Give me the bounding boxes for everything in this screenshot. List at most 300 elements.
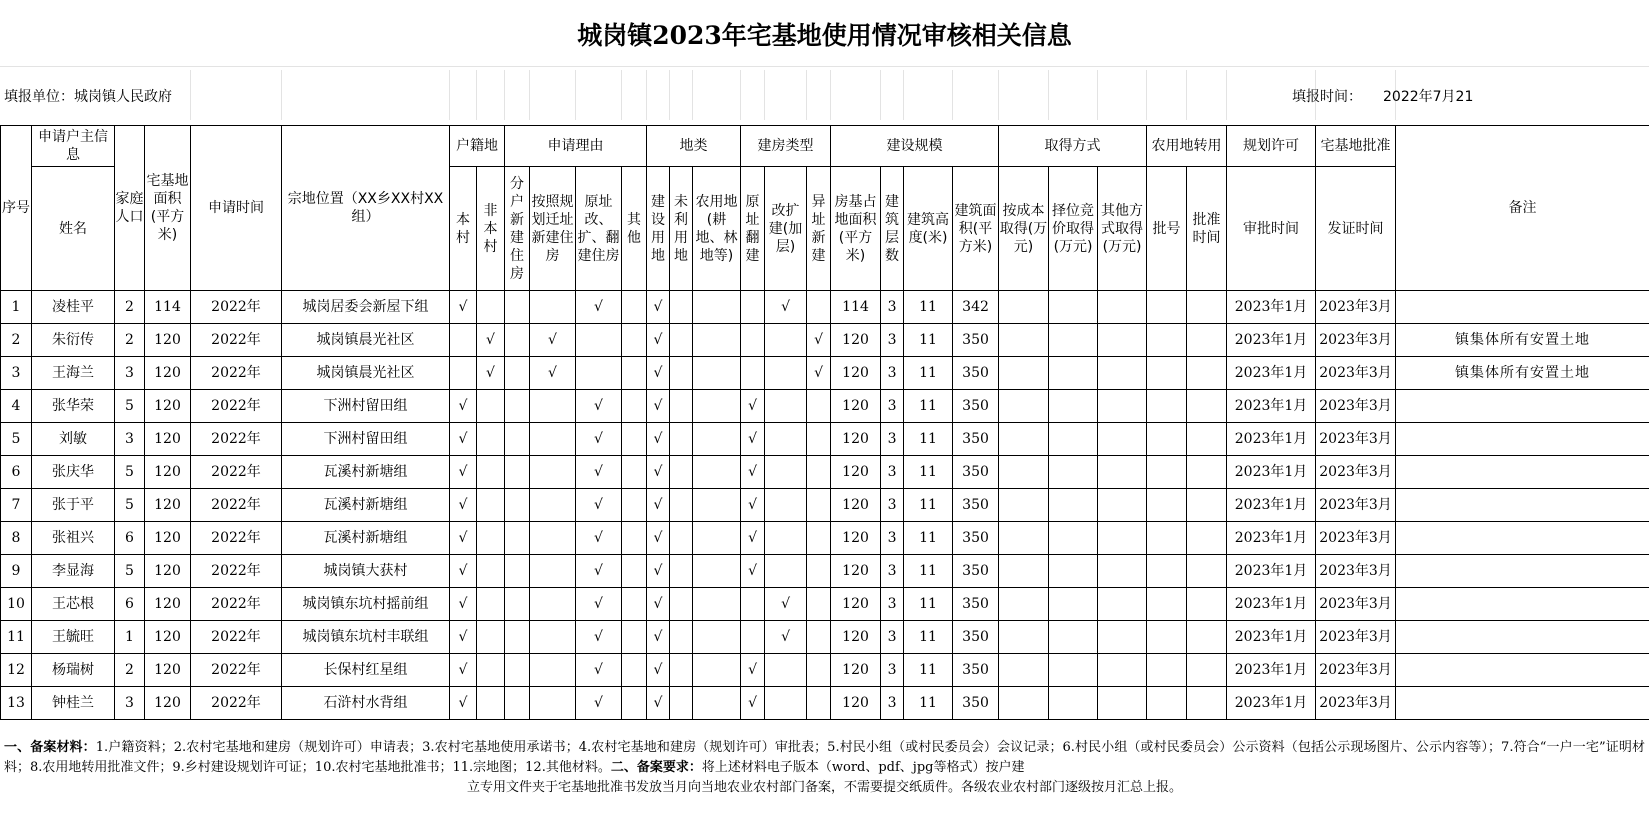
cell-cs: 3 (881, 390, 904, 423)
cell-bz (1396, 621, 1649, 654)
cell-pt (1187, 522, 1227, 555)
cell-qian (530, 654, 576, 687)
cell-no: 4 (1, 390, 32, 423)
cell-fj: 120 (831, 621, 881, 654)
cell-ph (1147, 654, 1187, 687)
cell-fan (741, 621, 765, 654)
header-zhuanyong: 农用地转用 (1147, 126, 1227, 167)
cell-fj: 120 (831, 588, 881, 621)
cell-yuan: √ (576, 456, 622, 489)
cell-qt (1098, 324, 1147, 357)
cell-ben: √ (450, 621, 477, 654)
cell-fan: √ (741, 423, 765, 456)
cell-zj (1049, 654, 1098, 687)
cell-ny (693, 489, 741, 522)
gridline (190, 70, 191, 120)
cell-qita (622, 390, 647, 423)
cell-bz (1396, 489, 1649, 522)
cell-fan (741, 324, 765, 357)
header-chengben: 按成本取得(万元) (999, 167, 1049, 291)
cell-area: 120 (145, 423, 191, 456)
cell-loc: 瓦溪村新塘组 (282, 456, 450, 489)
gridline (646, 70, 647, 120)
cell-cb (999, 489, 1049, 522)
cell-qian (530, 588, 576, 621)
cell-yuan: √ (576, 522, 622, 555)
cell-mj: 350 (953, 357, 999, 390)
table-row (1, 687, 1649, 720)
gridline (1146, 70, 1147, 120)
cell-fz: 2023年3月 (1316, 621, 1396, 654)
cell-qita (622, 654, 647, 687)
gridline (504, 70, 505, 120)
cell-fei (477, 291, 505, 324)
cell-cb (999, 687, 1049, 720)
cell-fz: 2023年3月 (1316, 555, 1396, 588)
cell-qian (530, 456, 576, 489)
cell-ny (693, 291, 741, 324)
gridline (449, 70, 450, 120)
cell-zj (1049, 555, 1098, 588)
cell-yuan: √ (576, 423, 622, 456)
header-jianfang: 建房类型 (741, 126, 831, 167)
cell-wl (670, 390, 693, 423)
cell-qita (622, 522, 647, 555)
cell-cs: 3 (881, 588, 904, 621)
cell-name: 张于平 (32, 489, 115, 522)
cell-bz (1396, 687, 1649, 720)
cell-js: √ (647, 357, 670, 390)
cell-pt (1187, 555, 1227, 588)
cell-gai: √ (765, 621, 807, 654)
cell-family: 2 (115, 324, 145, 357)
cell-qita (622, 555, 647, 588)
cell-qita (622, 324, 647, 357)
cell-gai (765, 522, 807, 555)
cell-fj: 120 (831, 489, 881, 522)
cell-pt (1187, 390, 1227, 423)
cell-loc: 城岗居委会新屋下组 (282, 291, 450, 324)
cell-ben: √ (450, 588, 477, 621)
cell-time: 2022年 (191, 390, 282, 423)
cell-cb (999, 357, 1049, 390)
page-title: 城岗镇2023年宅基地使用情况审核相关信息 (577, 21, 1072, 50)
cell-gd: 11 (904, 390, 953, 423)
cell-no: 9 (1, 555, 32, 588)
cell-loc: 城岗镇晨光社区 (282, 324, 450, 357)
cell-time: 2022年 (191, 489, 282, 522)
cell-gd: 11 (904, 588, 953, 621)
cell-ben (450, 357, 477, 390)
header-reason: 申请理由 (505, 126, 647, 167)
cell-bz (1396, 555, 1649, 588)
cell-fj: 120 (831, 522, 881, 555)
cell-zj (1049, 621, 1098, 654)
cell-wl (670, 324, 693, 357)
cell-fenhu (505, 390, 530, 423)
header-apply-time: 申请时间 (191, 126, 282, 291)
cell-name: 刘敏 (32, 423, 115, 456)
cell-bz: 镇集体所有安置土地 (1396, 357, 1649, 390)
cell-cb (999, 324, 1049, 357)
cell-sp: 2023年1月 (1227, 423, 1316, 456)
reporting-unit: 填报单位：城岗镇人民政府 (4, 89, 172, 105)
cell-time: 2022年 (191, 654, 282, 687)
cell-yi (807, 522, 831, 555)
cell-cs: 3 (881, 522, 904, 555)
cell-js: √ (647, 324, 670, 357)
cell-gd: 11 (904, 324, 953, 357)
cell-cb (999, 456, 1049, 489)
cell-bz (1396, 423, 1649, 456)
cell-qian (530, 489, 576, 522)
cell-ny (693, 324, 741, 357)
cell-js: √ (647, 588, 670, 621)
cell-ny (693, 555, 741, 588)
cell-mj: 350 (953, 456, 999, 489)
cell-area: 120 (145, 489, 191, 522)
cell-pt (1187, 654, 1227, 687)
gridline (692, 70, 693, 120)
table-row (1, 324, 1649, 357)
cell-cb (999, 654, 1049, 687)
cell-gai (765, 357, 807, 390)
cell-js: √ (647, 654, 670, 687)
cell-yi (807, 687, 831, 720)
cell-qian: √ (530, 357, 576, 390)
cell-zj (1049, 687, 1098, 720)
gridline (1097, 70, 1098, 120)
cell-yi (807, 489, 831, 522)
cell-cb (999, 522, 1049, 555)
cell-area: 120 (145, 588, 191, 621)
header-pizhun-time: 批准时间 (1187, 167, 1227, 291)
cell-area: 120 (145, 456, 191, 489)
cell-loc: 城岗镇大获村 (282, 555, 450, 588)
note-label-requirements: 二、备案要求： (610, 760, 702, 775)
header-fei-ben-cun: 非本村 (477, 167, 505, 291)
cell-wl (670, 654, 693, 687)
cell-wl (670, 687, 693, 720)
cell-ben: √ (450, 291, 477, 324)
cell-mj: 350 (953, 423, 999, 456)
cell-fei: √ (477, 324, 505, 357)
cell-zj (1049, 489, 1098, 522)
cell-bz (1396, 588, 1649, 621)
header-qita: 其他 (622, 167, 647, 291)
cell-fenhu (505, 456, 530, 489)
cell-ben: √ (450, 522, 477, 555)
cell-wl (670, 555, 693, 588)
cell-fenhu (505, 423, 530, 456)
cell-yuan: √ (576, 687, 622, 720)
note-label-materials: 一、备案材料： (4, 740, 96, 755)
cell-fan (741, 357, 765, 390)
cell-ph (1147, 621, 1187, 654)
cell-yuan: √ (576, 291, 622, 324)
cell-loc: 城岗镇东坑村摇前组 (282, 588, 450, 621)
cell-ben: √ (450, 555, 477, 588)
cell-fenhu (505, 621, 530, 654)
cell-bz (1396, 390, 1649, 423)
header-family: 家庭人口 (115, 126, 145, 291)
cell-qt (1098, 390, 1147, 423)
cell-qt (1098, 456, 1147, 489)
cell-ph (1147, 588, 1187, 621)
cell-ph (1147, 687, 1187, 720)
cell-sp: 2023年1月 (1227, 390, 1316, 423)
cell-cs: 3 (881, 423, 904, 456)
cell-zj (1049, 456, 1098, 489)
cell-wl (670, 357, 693, 390)
cell-yi (807, 654, 831, 687)
cell-gd: 11 (904, 555, 953, 588)
cell-name: 王芯根 (32, 588, 115, 621)
cell-zj (1049, 390, 1098, 423)
cell-ph (1147, 390, 1187, 423)
cell-time: 2022年 (191, 357, 282, 390)
cell-gai (765, 687, 807, 720)
table-row (1, 390, 1649, 423)
cell-qian (530, 555, 576, 588)
cell-fz: 2023年3月 (1316, 522, 1396, 555)
cell-cb (999, 621, 1049, 654)
cell-cb (999, 423, 1049, 456)
cell-fan: √ (741, 555, 765, 588)
cell-time: 2022年 (191, 555, 282, 588)
cell-ph (1147, 291, 1187, 324)
cell-fei (477, 654, 505, 687)
report-time-label: 填报时间： (1292, 89, 1362, 105)
cell-fei (477, 588, 505, 621)
cell-time: 2022年 (191, 423, 282, 456)
header-weiliyong: 未利用地 (670, 167, 693, 291)
header-nongyong: 农用地(耕地、林地等) (693, 167, 741, 291)
cell-qita (622, 687, 647, 720)
cell-cs: 3 (881, 489, 904, 522)
cell-fenhu (505, 291, 530, 324)
cell-no: 8 (1, 522, 32, 555)
gridline (1186, 70, 1187, 120)
table-row (1, 357, 1649, 390)
cell-yi (807, 456, 831, 489)
cell-bz: 镇集体所有安置土地 (1396, 324, 1649, 357)
cell-js: √ (647, 687, 670, 720)
header-yuanzhi: 原址改、扩、翻建住房 (576, 167, 622, 291)
cell-qt (1098, 555, 1147, 588)
gridline (1226, 70, 1227, 120)
cell-fz: 2023年3月 (1316, 687, 1396, 720)
header-mianji: 建筑面积(平方米) (953, 167, 999, 291)
cell-yi: √ (807, 324, 831, 357)
cell-name: 李显海 (32, 555, 115, 588)
header-location: 宗地位置（XX乡XX村XX组） (282, 126, 450, 291)
cell-family: 3 (115, 423, 145, 456)
cell-fj: 120 (831, 654, 881, 687)
cell-cs: 3 (881, 555, 904, 588)
cell-qt (1098, 489, 1147, 522)
cell-bz (1396, 522, 1649, 555)
cell-qt (1098, 654, 1147, 687)
cell-gai (765, 654, 807, 687)
header-yizhi: 异址新建 (807, 167, 831, 291)
cell-qian (530, 621, 576, 654)
cell-cs: 3 (881, 291, 904, 324)
cell-ph (1147, 423, 1187, 456)
cell-qt (1098, 423, 1147, 456)
cell-no: 12 (1, 654, 32, 687)
cell-loc: 石浒村水背组 (282, 687, 450, 720)
cell-fj: 120 (831, 456, 881, 489)
gridline (806, 70, 807, 120)
cell-gd: 11 (904, 291, 953, 324)
header-pihao: 批号 (1147, 167, 1187, 291)
cell-mj: 350 (953, 588, 999, 621)
header-shenpi-time: 审批时间 (1227, 167, 1316, 291)
cell-qt (1098, 357, 1147, 390)
cell-wl (670, 588, 693, 621)
cell-name: 杨瑞树 (32, 654, 115, 687)
note-requirements: 将上述材料电子版本（word、pdf、jpg等格式）按户建 (701, 760, 1025, 775)
cell-ben (450, 324, 477, 357)
header-fenhu: 分户新建住房 (505, 167, 530, 291)
cell-gai: √ (765, 291, 807, 324)
cell-area: 120 (145, 654, 191, 687)
cell-bz (1396, 291, 1649, 324)
cell-fz: 2023年3月 (1316, 357, 1396, 390)
header-qitafang: 其他方式取得(万元) (1098, 167, 1147, 291)
cell-pt (1187, 588, 1227, 621)
cell-fan: √ (741, 390, 765, 423)
header-beizhu: 备注 (1396, 126, 1649, 291)
gridline (903, 70, 904, 120)
table-row (1, 423, 1649, 456)
cell-qt (1098, 687, 1147, 720)
gridline (1048, 70, 1049, 120)
cell-loc: 瓦溪村新塘组 (282, 522, 450, 555)
cell-fz: 2023年3月 (1316, 390, 1396, 423)
cell-wl (670, 291, 693, 324)
cell-qita (622, 489, 647, 522)
cell-js: √ (647, 291, 670, 324)
header-cengshu: 建筑层数 (881, 167, 904, 291)
cell-qita (622, 621, 647, 654)
table-row (1, 291, 1649, 324)
header-qianzhi: 按照规划迁址新建住房 (530, 167, 576, 291)
gridline (830, 70, 831, 120)
cell-loc: 下洲村留田组 (282, 390, 450, 423)
cell-bz (1396, 654, 1649, 687)
cell-wl (670, 522, 693, 555)
cell-family: 6 (115, 588, 145, 621)
cell-qita (622, 357, 647, 390)
header-gaodu: 建筑高度(米) (904, 167, 953, 291)
cell-no: 6 (1, 456, 32, 489)
homestead-table (0, 125, 1649, 720)
cell-yi (807, 555, 831, 588)
cell-mj: 350 (953, 654, 999, 687)
cell-family: 5 (115, 456, 145, 489)
header-applicant: 申请户主信息 (32, 126, 115, 167)
cell-name: 张祖兴 (32, 522, 115, 555)
cell-ny (693, 357, 741, 390)
cell-gai (765, 489, 807, 522)
cell-gd: 11 (904, 423, 953, 456)
cell-ben: √ (450, 423, 477, 456)
cell-loc: 城岗镇东坑村丰联组 (282, 621, 450, 654)
table-row (1, 456, 1649, 489)
cell-bz (1396, 456, 1649, 489)
cell-time: 2022年 (191, 291, 282, 324)
cell-fei (477, 456, 505, 489)
cell-fz: 2023年3月 (1316, 324, 1396, 357)
cell-no: 13 (1, 687, 32, 720)
header-zhaiji-pizhun: 宅基地批准 (1316, 126, 1396, 167)
cell-cb (999, 588, 1049, 621)
cell-yi (807, 390, 831, 423)
cell-js: √ (647, 423, 670, 456)
cell-qita (622, 456, 647, 489)
cell-cs: 3 (881, 324, 904, 357)
cell-qt (1098, 522, 1147, 555)
cell-qita (622, 291, 647, 324)
cell-pt (1187, 291, 1227, 324)
cell-fei (477, 522, 505, 555)
cell-fz: 2023年3月 (1316, 423, 1396, 456)
cell-area: 120 (145, 324, 191, 357)
cell-ny (693, 621, 741, 654)
cell-ben: √ (450, 456, 477, 489)
cell-sp: 2023年1月 (1227, 654, 1316, 687)
cell-gai (765, 555, 807, 588)
cell-ben: √ (450, 654, 477, 687)
cell-ph (1147, 324, 1187, 357)
cell-fj: 120 (831, 555, 881, 588)
cell-sp: 2023年1月 (1227, 588, 1316, 621)
cell-loc: 瓦溪村新塘组 (282, 489, 450, 522)
cell-sp: 2023年1月 (1227, 489, 1316, 522)
cell-qian (530, 423, 576, 456)
cell-family: 2 (115, 291, 145, 324)
cell-pt (1187, 423, 1227, 456)
cell-fz: 2023年3月 (1316, 291, 1396, 324)
cell-yi (807, 291, 831, 324)
cell-js: √ (647, 621, 670, 654)
cell-area: 120 (145, 357, 191, 390)
cell-gd: 11 (904, 456, 953, 489)
cell-sp: 2023年1月 (1227, 291, 1316, 324)
cell-cs: 3 (881, 654, 904, 687)
cell-pt (1187, 489, 1227, 522)
header-area: 宅基地面积(平方米) (145, 126, 191, 291)
cell-gd: 11 (904, 489, 953, 522)
cell-area: 120 (145, 522, 191, 555)
cell-ny (693, 456, 741, 489)
cell-area: 114 (145, 291, 191, 324)
cell-family: 5 (115, 489, 145, 522)
cell-fei (477, 423, 505, 456)
cell-fan: √ (741, 489, 765, 522)
cell-gd: 11 (904, 357, 953, 390)
cell-time: 2022年 (191, 324, 282, 357)
cell-zj (1049, 588, 1098, 621)
header-huji: 户籍地 (450, 126, 505, 167)
gridline (476, 70, 477, 120)
cell-fz: 2023年3月 (1316, 588, 1396, 621)
cell-yuan: √ (576, 588, 622, 621)
cell-fei (477, 621, 505, 654)
note-requirements-cont: 立专用文件夹于宅基地批准书发放当月向当地农业农村部门备案，不需要提交纸质件。各级农业农村部门逐级按月汇总上报。 (466, 780, 1182, 795)
